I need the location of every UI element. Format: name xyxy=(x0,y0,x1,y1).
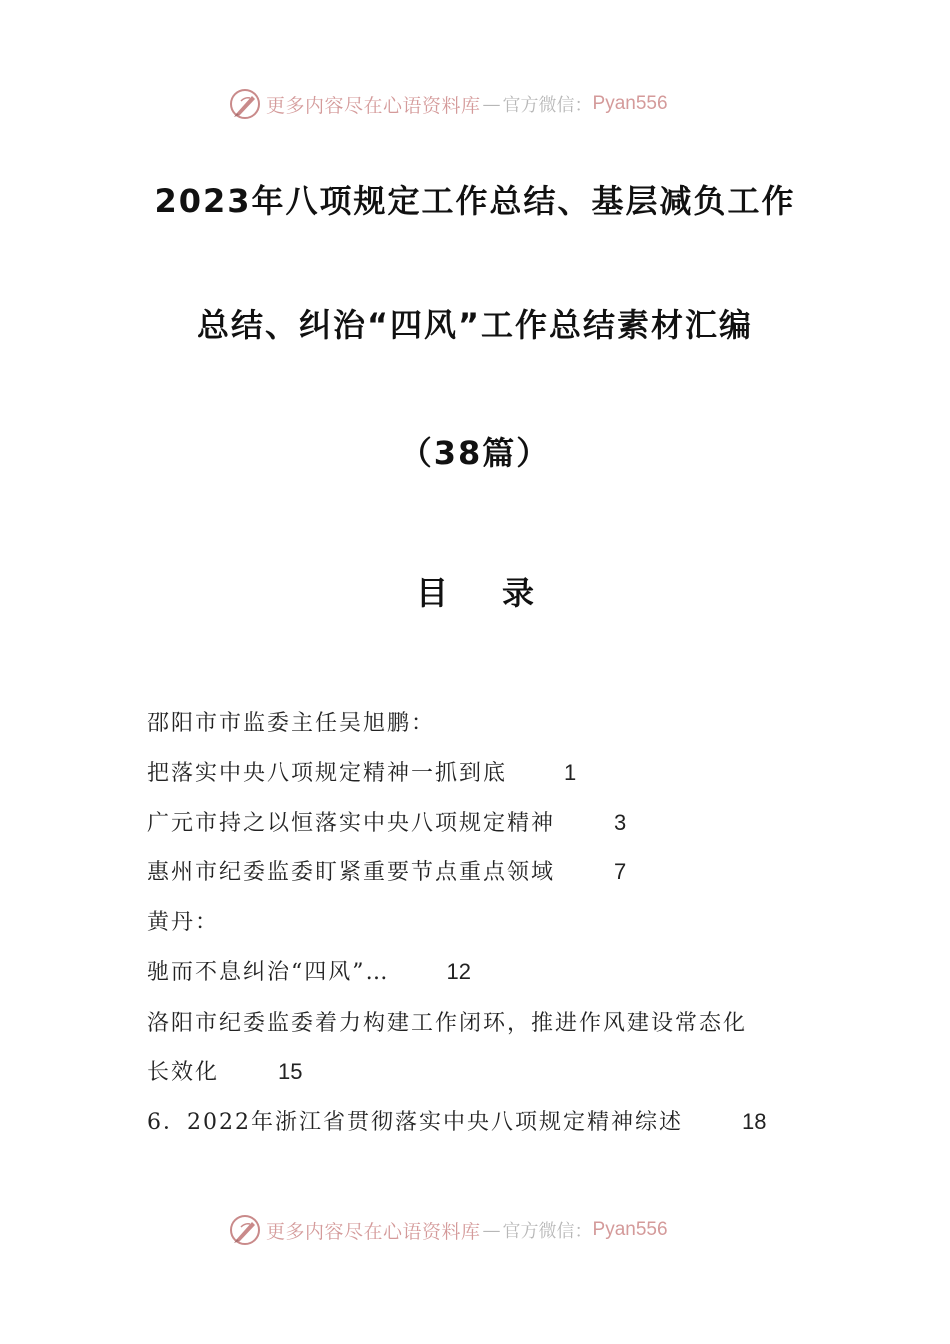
toc-entry-text: 广元市持之以恒落实中央八项规定精神 xyxy=(147,811,556,836)
watermark-banner-bottom xyxy=(228,1212,728,1248)
toc-entry-text: 惠州市纪委监委盯紧重要节点重点领域 xyxy=(147,860,556,885)
quill-pen-logo-icon xyxy=(228,87,262,121)
toc-entry-page: 7 xyxy=(614,859,627,884)
document-title-count: （38篇） xyxy=(399,434,551,472)
watermark-wechat-id: Pyan556 xyxy=(592,93,668,114)
watermark-suffix: 官方微信： xyxy=(502,1221,593,1242)
toc-entry xyxy=(147,1006,747,1037)
watermark-text: 更多内容尽在心语资料库 xyxy=(266,1220,481,1243)
toc-entry-text: 驰而不息纠治“四风”… xyxy=(147,960,390,985)
toc-entry xyxy=(147,1055,303,1086)
watermark-banner-top xyxy=(228,86,728,122)
toc-entry-text: 邵阳市市监委主任吴旭鹏： xyxy=(147,711,436,736)
toc-entry-text: 洛阳市纪委监委着力构建工作闭环，推进作风建设常态化 xyxy=(147,1011,748,1036)
toc-entry-page: 12 xyxy=(446,959,471,984)
toc-entry xyxy=(147,855,626,886)
watermark-dash: — xyxy=(482,1219,501,1241)
toc-entry xyxy=(147,806,626,837)
toc-entry xyxy=(147,1105,766,1136)
toc-entry xyxy=(147,706,435,737)
toc-entry xyxy=(147,756,576,787)
toc-entry-page: 1 xyxy=(564,760,577,785)
toc-entry-text: 长效化 xyxy=(147,1060,220,1085)
document-title-line-1: 2023年八项规定工作总结、基层减负工作 xyxy=(154,182,796,220)
document-title-line-2: 总结、纠治“四风”工作总结素材汇编 xyxy=(196,306,754,344)
toc-entry xyxy=(147,905,219,936)
toc-entry-text: 把落实中央八项规定精神一抓到底 xyxy=(147,761,508,786)
watermark-wechat-id: Pyan556 xyxy=(592,1219,668,1240)
toc-entry-page: 3 xyxy=(614,810,627,835)
toc-entry-page: 15 xyxy=(278,1059,303,1084)
toc-entry-page: 18 xyxy=(742,1109,767,1134)
watermark-text: 更多内容尽在心语资料库 xyxy=(266,94,481,117)
toc-entry xyxy=(147,955,471,986)
toc-entry-text: 黄丹： xyxy=(147,910,220,935)
watermark-dash: — xyxy=(482,93,501,115)
quill-pen-logo-icon xyxy=(228,1213,262,1247)
toc-heading: 目录 xyxy=(415,574,588,612)
watermark-suffix: 官方微信： xyxy=(502,95,593,116)
toc-entry-text: 6．2022年浙江省贯彻落实中央八项规定精神综述 xyxy=(147,1110,683,1135)
